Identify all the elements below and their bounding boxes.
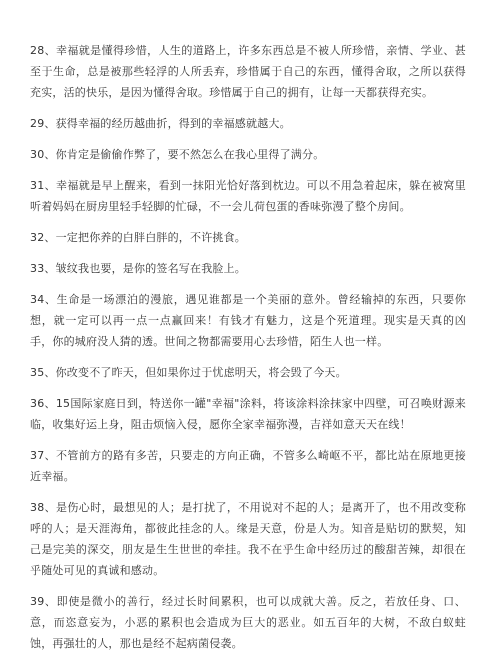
paragraph-33: 33、皱纹我也要，是你的签名写在我脸上。 xyxy=(30,262,246,275)
article-body xyxy=(30,40,466,664)
paragraph-36: 36、15国际家庭日到，特送你一罐"幸福"涂料，将该涂料涂抹家中四壁，可召唤财源来临，收集好运上身，阻击烦恼入侵，愿你全家幸福弥漫，吉祥如意天天在线！ xyxy=(30,397,466,431)
paragraph-35: 35、你改变不了昨天，但如果你过于忧虑明天，将会毁了今天。 xyxy=(30,366,347,379)
paragraph-34: 34、生命是一场漂泊的漫旅，遇见谁都是一个美丽的意外。曾经输掉的东西，只要你想，就一定可以再一点一点赢回来！有钱才有魅力，这是个死道理。现实是天真的凶手，你的城府没人猜的透。世间之物都需要用心去珍惜，陌生人也一样。 xyxy=(30,293,466,348)
paragraph-37: 37、不管前方的路有多苦，只要走的方向正确，不管多么崎岖不平，都比站在原地更接近幸福。 xyxy=(30,449,466,483)
paragraph-38: 38、是伤心时，最想见的人；是打扰了，不用说对不起的人；是离开了，也不用改变称呼的人；是天涯海角，都彼此挂念的人。缘是天意，份是人为。知音是贴切的默契，知己是完美的深交，朋友是生生世世的牵挂。我不在乎生命中经历过的酸甜苦辣，却很在乎随处可见的真诚和感动。 xyxy=(30,501,466,577)
paragraph-28: 28、幸福就是懂得珍惜，人生的道路上，许多东西总是不被人所珍惜，亲情、学业、甚至于生命，总是被那些轻浮的人所丢弃，珍惜属于自己的东西，懂得舍取，之所以获得充实，活的快乐，是因为懂得舍取。珍惜属于自己的拥有，让每一天都获得充实。 xyxy=(30,44,466,99)
paragraph-29: 29、获得幸福的经历越曲折，得到的幸福感就越大。 xyxy=(30,117,291,130)
paragraph-30: 30、你肯定是偷偷作弊了，要不然怎么在我心里得了满分。 xyxy=(30,148,325,161)
paragraph-32: 32、一定把你养的白胖白胖的，不许挑食。 xyxy=(30,231,246,244)
paragraph-39: 39、即使是微小的善行，经过长时间累积，也可以成就大善。反之，若放任身、口、意，而恣意妄为，小恶的累积也会造成为巨大的恶业。如五百年的大树，不敌白蚁蛀蚀，再强壮的人，那也是经不起病菌侵袭。 xyxy=(30,595,466,650)
paragraph-31: 31、幸福就是早上醒来，看到一抹阳光恰好落到枕边。可以不用急着起床，躲在被窝里听着妈妈在厨房里轻手轻脚的忙碌，不一会儿荷包蛋的香味弥漫了整个房间。 xyxy=(30,179,466,213)
